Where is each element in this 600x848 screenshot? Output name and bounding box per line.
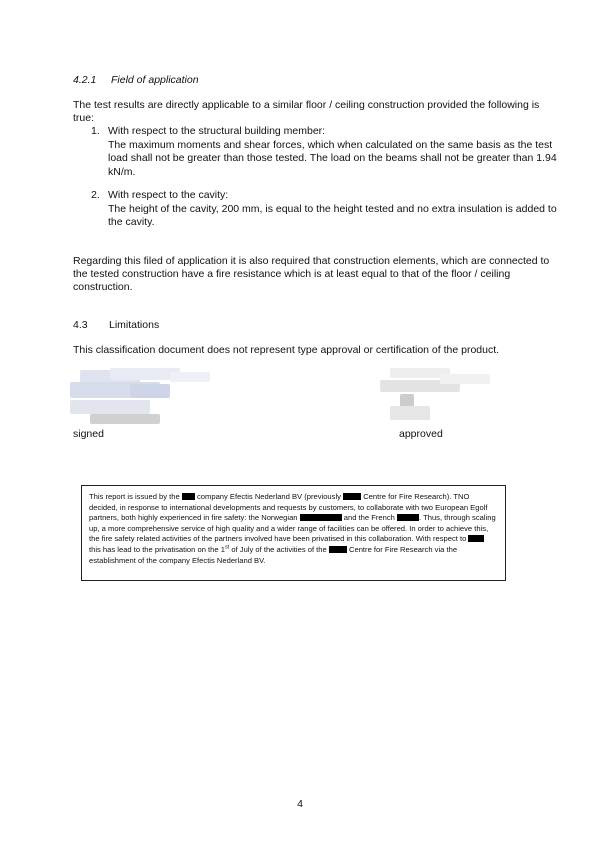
notice-text-7: of July of the activities of the — [231, 544, 327, 554]
condition-2-heading: With respect to the cavity: — [108, 189, 229, 201]
redaction-bar — [343, 493, 361, 500]
section-number: 4.3 — [73, 319, 88, 331]
page-number: 4 — [297, 798, 303, 810]
signed-label: signed — [73, 428, 104, 440]
redaction-bar — [182, 493, 195, 500]
condition-1 — [108, 125, 558, 179]
condition-1-number: 1. — [91, 125, 100, 137]
redaction-bar — [329, 546, 347, 553]
signature-approved-image — [380, 366, 510, 432]
approved-label: approved — [399, 428, 443, 440]
notice-box — [81, 485, 506, 581]
notice-superscript: st — [224, 544, 230, 551]
redaction-bar — [300, 514, 342, 521]
notice-text-8: Centre for Fire Research via the establishment of the company Efectis Nederland BV. — [89, 544, 458, 565]
notice-text-2: company Efectis Nederland BV (previously — [197, 492, 341, 501]
notice-text-4: and the French — [343, 513, 395, 523]
regarding-paragraph: Regarding this filed of application it is also required that construction elements, which are connected to the tested construction have a fire resistance which is at least equal to that of the floor / ceiling construction. — [73, 255, 550, 293]
signature-signed-image — [70, 366, 220, 432]
notice-text-5: . Thus, through scaling up, a more comprehensive service of high quality and a wider range of facilities can be offered. In order to achieve this, the fire safety related activities of the partners involved have been privatised in this collaboration. With respect to — [89, 513, 496, 544]
condition-2 — [108, 189, 558, 230]
intro-paragraph: The test results are directly applicable to a similar floor / ceiling construction provided the following is true: — [73, 99, 540, 124]
section-title: Limitations — [109, 319, 160, 331]
notice-text-3: Centre for Fire Research). TNO decided, in response to international developments and requests by customers, to collaborate with two European Egolf partners, both highly experienced in fire safety: the Norwegian — [89, 492, 488, 523]
redaction-bar — [397, 514, 419, 521]
notice-text-1: This report is issued by the — [89, 492, 180, 501]
section-4-3-heading — [73, 319, 159, 331]
condition-1-heading: With respect to the structural building member: — [108, 125, 326, 137]
redaction-bar — [468, 535, 484, 542]
limitations-paragraph: This classification document does not represent type approval or certification of the product. — [73, 344, 500, 356]
section-number: 4.2.1 — [73, 74, 97, 86]
section-4-2-1-heading — [73, 74, 199, 86]
notice-text-6: this has lead to the privatisation on the 1 — [89, 544, 225, 554]
section-title: Field of application — [111, 74, 199, 86]
condition-2-body: The height of the cavity, 200 mm, is equal to the height tested and no extra insulation is added to the cavity. — [108, 202, 557, 228]
condition-2-number: 2. — [91, 189, 100, 201]
condition-1-body: The maximum moments and shear forces, which when calculated on the same basis as the test load shall not be greater than those tested. The load on the beams shall not be greater than 1.94 kN/m. — [108, 138, 557, 178]
